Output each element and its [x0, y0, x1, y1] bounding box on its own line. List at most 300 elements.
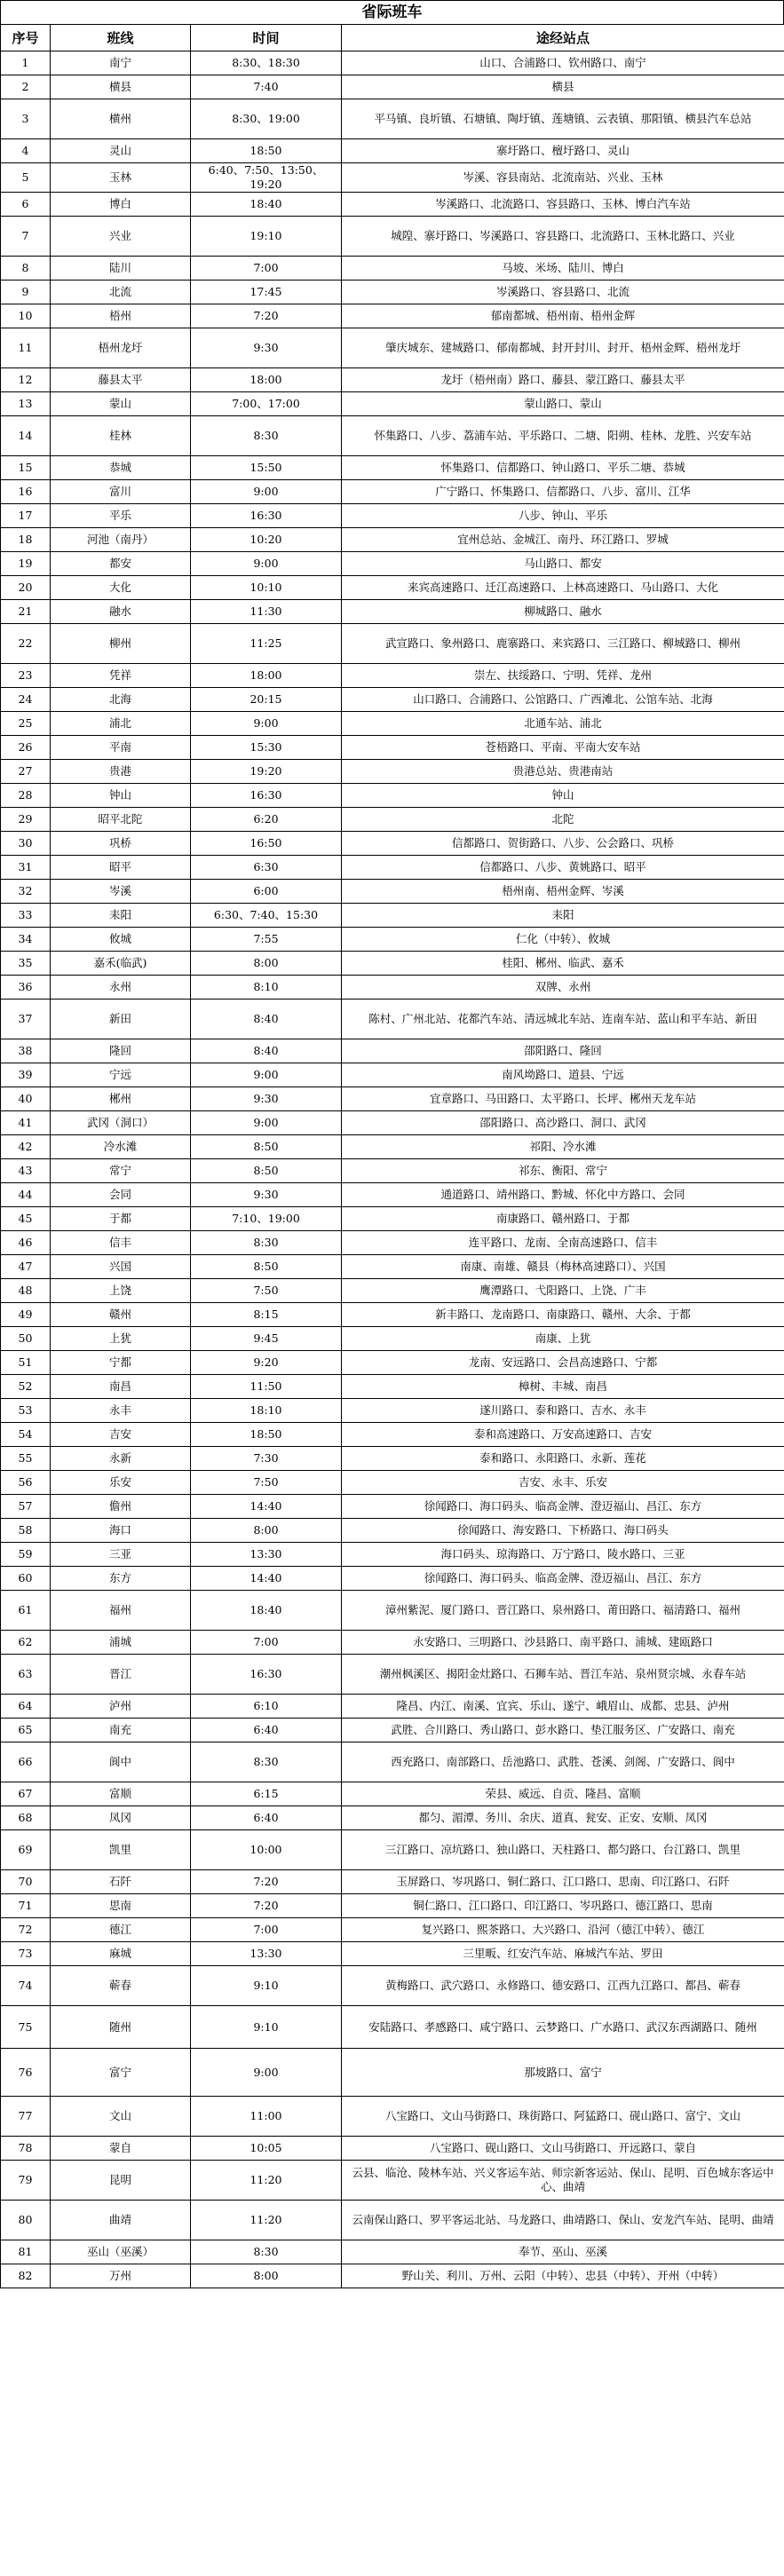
table-row	[1, 304, 784, 328]
row-number: 6	[1, 193, 51, 217]
row-number: 24	[1, 688, 51, 712]
row-stops: 泰和路口、永阳路口、永新、莲花	[342, 1447, 784, 1471]
row-stops: 龙圩（梧州南）路口、藤县、蒙江路口、藤县太平	[342, 368, 784, 392]
table-row	[1, 1719, 784, 1742]
row-line: 昆明	[51, 2161, 191, 2201]
table-row	[1, 281, 784, 304]
table-row	[1, 1159, 784, 1183]
row-time: 8:10	[191, 976, 342, 1000]
row-line: 海口	[51, 1519, 191, 1543]
row-stops: 祁阳、冷水滩	[342, 1135, 784, 1159]
row-time: 9:30	[191, 328, 342, 368]
row-line: 石阡	[51, 1870, 191, 1894]
row-number: 29	[1, 808, 51, 832]
row-number: 51	[1, 1351, 51, 1375]
table-row	[1, 1447, 784, 1471]
table-row	[1, 1806, 784, 1830]
row-number: 73	[1, 1942, 51, 1966]
row-number: 76	[1, 2049, 51, 2097]
row-line: 蒙山	[51, 392, 191, 416]
row-time: 7:30	[191, 1447, 342, 1471]
row-line: 北海	[51, 688, 191, 712]
row-stops: 柳城路口、融水	[342, 600, 784, 624]
row-line: 常宁	[51, 1159, 191, 1183]
row-time: 16:30	[191, 784, 342, 808]
row-line: 于都	[51, 1207, 191, 1231]
row-stops: 仁化（中转）、攸城	[342, 928, 784, 952]
row-time: 10:10	[191, 576, 342, 600]
row-time: 7:55	[191, 928, 342, 952]
row-line: 浦北	[51, 712, 191, 736]
row-number: 65	[1, 1719, 51, 1742]
row-time: 16:30	[191, 504, 342, 528]
row-stops: 肇庆城东、建城路口、郁南都城、封开封川、封开、梧州金辉、梧州龙圩	[342, 328, 784, 368]
table-row	[1, 328, 784, 368]
row-stops: 怀集路口、信都路口、钟山路口、平乐二塘、恭城	[342, 456, 784, 480]
row-time: 11:20	[191, 2161, 342, 2201]
row-line: 岑溪	[51, 880, 191, 904]
row-number: 81	[1, 2240, 51, 2264]
row-line: 大化	[51, 576, 191, 600]
table-row	[1, 1543, 784, 1567]
table-row	[1, 832, 784, 856]
row-stops: 寨圩路口、檀圩路口、灵山	[342, 139, 784, 163]
row-number: 35	[1, 952, 51, 976]
row-line: 南昌	[51, 1375, 191, 1399]
row-time: 7:50	[191, 1471, 342, 1495]
row-number: 45	[1, 1207, 51, 1231]
row-stops: 郁南都城、梧州南、梧州金辉	[342, 304, 784, 328]
row-number: 46	[1, 1231, 51, 1255]
row-line: 上犹	[51, 1327, 191, 1351]
row-number: 62	[1, 1631, 51, 1655]
row-time: 18:00	[191, 368, 342, 392]
row-stops: 奉节、巫山、巫溪	[342, 2240, 784, 2264]
table-row	[1, 1591, 784, 1631]
row-stops: 铜仁路口、江口路口、印江路口、岑巩路口、德江路口、思南	[342, 1894, 784, 1918]
row-number: 52	[1, 1375, 51, 1399]
row-stops: 新丰路口、龙南路口、南康路口、赣州、大余、于都	[342, 1303, 784, 1327]
row-number: 31	[1, 856, 51, 880]
row-time: 9:45	[191, 1327, 342, 1351]
schedule-table	[0, 24, 784, 2288]
row-line: 恭城	[51, 456, 191, 480]
row-stops: 蒙山路口、蒙山	[342, 392, 784, 416]
row-time: 18:50	[191, 139, 342, 163]
row-time: 11:25	[191, 624, 342, 664]
row-time: 13:30	[191, 1543, 342, 1567]
row-time: 18:00	[191, 664, 342, 688]
row-line: 会同	[51, 1183, 191, 1207]
table-row	[1, 664, 784, 688]
row-line: 晋江	[51, 1655, 191, 1695]
row-stops: 鹰潭路口、弋阳路口、上饶、广丰	[342, 1279, 784, 1303]
header-no: 序号	[1, 25, 51, 51]
row-stops: 复兴路口、熙茶路口、大兴路口、沿河（德江中转）、德江	[342, 1918, 784, 1942]
row-line: 富宁	[51, 2049, 191, 2097]
table-row	[1, 1495, 784, 1519]
row-time: 9:30	[191, 1087, 342, 1111]
row-time: 9:00	[191, 2049, 342, 2097]
row-stops: 山口、合浦路口、钦州路口、南宁	[342, 51, 784, 75]
row-number: 64	[1, 1695, 51, 1719]
table-row	[1, 1135, 784, 1159]
row-time: 8:50	[191, 1255, 342, 1279]
row-stops: 野山关、利川、万州、云阳（中转）、忠县（中转）、开州（中转）	[342, 2264, 784, 2288]
row-line: 耒阳	[51, 904, 191, 928]
row-line: 都安	[51, 552, 191, 576]
row-stops: 西充路口、南部路口、岳池路口、武胜、苍溪、剑阁、广安路口、阆中	[342, 1742, 784, 1782]
row-number: 56	[1, 1471, 51, 1495]
row-stops: 北通车站、浦北	[342, 712, 784, 736]
table-row	[1, 392, 784, 416]
row-number: 40	[1, 1087, 51, 1111]
row-number: 16	[1, 480, 51, 504]
row-time: 8:40	[191, 1000, 342, 1039]
row-time: 7:40	[191, 75, 342, 99]
table-row	[1, 1255, 784, 1279]
table-row	[1, 736, 784, 760]
row-time: 9:30	[191, 1183, 342, 1207]
row-time: 7:20	[191, 304, 342, 328]
table-row	[1, 1183, 784, 1207]
table-row	[1, 624, 784, 664]
row-time: 17:45	[191, 281, 342, 304]
row-stops: 那坡路口、富宁	[342, 2049, 784, 2097]
row-line: 富川	[51, 480, 191, 504]
row-line: 凯里	[51, 1830, 191, 1870]
row-stops: 南康、上犹	[342, 1327, 784, 1351]
table-row	[1, 1231, 784, 1255]
row-stops: 龙南、安远路口、会昌高速路口、宁都	[342, 1351, 784, 1375]
table-row	[1, 1966, 784, 2006]
table-row	[1, 1375, 784, 1399]
row-line: 永州	[51, 976, 191, 1000]
table-row	[1, 51, 784, 75]
row-time: 6:30、7:40、15:30	[191, 904, 342, 928]
row-time: 19:20	[191, 760, 342, 784]
row-time: 7:00	[191, 257, 342, 281]
row-line: 新田	[51, 1000, 191, 1039]
row-line: 灵山	[51, 139, 191, 163]
row-stops: 宜州总站、金城江、南丹、环江路口、罗城	[342, 528, 784, 552]
table-row	[1, 952, 784, 976]
row-stops: 信都路口、八步、黄姚路口、昭平	[342, 856, 784, 880]
row-stops: 荣县、威远、自贡、隆昌、富顺	[342, 1782, 784, 1806]
row-line: 麻城	[51, 1942, 191, 1966]
row-number: 12	[1, 368, 51, 392]
row-time: 8:30	[191, 1742, 342, 1782]
table-row	[1, 2201, 784, 2240]
row-stops: 隆昌、内江、南溪、宜宾、乐山、遂宁、峨眉山、成都、忠县、泸州	[342, 1695, 784, 1719]
row-line: 文山	[51, 2097, 191, 2137]
row-time: 9:20	[191, 1351, 342, 1375]
row-line: 浦城	[51, 1631, 191, 1655]
table-row	[1, 504, 784, 528]
row-line: 吉安	[51, 1423, 191, 1447]
row-number: 3	[1, 99, 51, 139]
row-number: 75	[1, 2006, 51, 2049]
page-title: 省际班车	[0, 0, 784, 24]
row-number: 72	[1, 1918, 51, 1942]
row-time: 11:00	[191, 2097, 342, 2137]
row-time: 15:30	[191, 736, 342, 760]
row-stops: 岑溪路口、容县路口、北流	[342, 281, 784, 304]
row-line: 乐安	[51, 1471, 191, 1495]
row-number: 80	[1, 2201, 51, 2240]
row-number: 23	[1, 664, 51, 688]
header-line: 班线	[51, 25, 191, 51]
row-number: 47	[1, 1255, 51, 1279]
row-time: 9:00	[191, 1111, 342, 1135]
row-stops: 八步、钟山、平乐	[342, 504, 784, 528]
table-row	[1, 368, 784, 392]
row-time: 9:10	[191, 2006, 342, 2049]
row-stops: 八宝路口、砚山路口、文山马街路口、开远路口、蒙自	[342, 2137, 784, 2161]
table-row	[1, 1063, 784, 1087]
row-time: 8:50	[191, 1135, 342, 1159]
row-line: 德江	[51, 1918, 191, 1942]
row-time: 9:00	[191, 480, 342, 504]
table-row	[1, 1830, 784, 1870]
row-line: 福州	[51, 1591, 191, 1631]
table-row	[1, 2137, 784, 2161]
row-stops: 双牌、永州	[342, 976, 784, 1000]
table-row	[1, 2049, 784, 2097]
row-time: 20:15	[191, 688, 342, 712]
row-number: 57	[1, 1495, 51, 1519]
row-number: 34	[1, 928, 51, 952]
table-row	[1, 1918, 784, 1942]
row-stops: 马山路口、都安	[342, 552, 784, 576]
row-number: 60	[1, 1567, 51, 1591]
row-line: 宁远	[51, 1063, 191, 1087]
row-time: 9:10	[191, 1966, 342, 2006]
row-line: 上饶	[51, 1279, 191, 1303]
row-number: 70	[1, 1870, 51, 1894]
table-row	[1, 1039, 784, 1063]
table-header-row	[1, 25, 784, 51]
row-stops: 云南保山路口、罗平客运北站、马龙路口、曲靖路口、保山、安龙汽车站、昆明、曲靖	[342, 2201, 784, 2240]
row-number: 50	[1, 1327, 51, 1351]
row-stops: 岑溪路口、北流路口、容县路口、玉林、博白汽车站	[342, 193, 784, 217]
row-time: 13:30	[191, 1942, 342, 1966]
row-time: 9:00	[191, 712, 342, 736]
row-line: 藤县太平	[51, 368, 191, 392]
table-row	[1, 416, 784, 456]
row-number: 58	[1, 1519, 51, 1543]
row-line: 博白	[51, 193, 191, 217]
row-line: 思南	[51, 1894, 191, 1918]
row-line: 昭平北陀	[51, 808, 191, 832]
row-time: 9:00	[191, 1063, 342, 1087]
row-number: 14	[1, 416, 51, 456]
row-line: 陆川	[51, 257, 191, 281]
row-number: 5	[1, 163, 51, 193]
row-time: 7:10、19:00	[191, 1207, 342, 1231]
row-line: 平乐	[51, 504, 191, 528]
row-stops: 武宣路口、象州路口、鹿寨路口、来宾路口、三江路口、柳城路口、柳州	[342, 624, 784, 664]
row-time: 6:10	[191, 1695, 342, 1719]
row-stops: 平马镇、良圻镇、石塘镇、陶圩镇、莲塘镇、云表镇、那阳镇、横县汽车总站	[342, 99, 784, 139]
row-stops: 武胜、合川路口、秀山路口、彭水路口、垫江服务区、广安路口、南充	[342, 1719, 784, 1742]
row-number: 18	[1, 528, 51, 552]
row-time: 11:30	[191, 600, 342, 624]
row-line: 随州	[51, 2006, 191, 2049]
row-line: 巩桥	[51, 832, 191, 856]
row-stops: 来宾高速路口、迁江高速路口、上林高速路口、马山路口、大化	[342, 576, 784, 600]
row-time: 18:40	[191, 1591, 342, 1631]
row-time: 10:00	[191, 1830, 342, 1870]
row-number: 19	[1, 552, 51, 576]
row-line: 横州	[51, 99, 191, 139]
row-number: 9	[1, 281, 51, 304]
table-row	[1, 1655, 784, 1695]
row-stops: 南康路口、赣州路口、于都	[342, 1207, 784, 1231]
row-time: 7:00、17:00	[191, 392, 342, 416]
row-stops: 北陀	[342, 808, 784, 832]
row-stops: 马坡、米场、陆川、博白	[342, 257, 784, 281]
row-number: 32	[1, 880, 51, 904]
row-stops: 邵阳路口、隆回	[342, 1039, 784, 1063]
row-number: 39	[1, 1063, 51, 1087]
row-stops: 城隍、寨圩路口、岑溪路口、容县路口、北流路口、玉林北路口、兴业	[342, 217, 784, 257]
table-row	[1, 1423, 784, 1447]
row-line: 桂林	[51, 416, 191, 456]
row-time: 8:30	[191, 2240, 342, 2264]
row-stops: 贵港总站、贵港南站	[342, 760, 784, 784]
table-row	[1, 1870, 784, 1894]
row-line: 兴业	[51, 217, 191, 257]
table-row	[1, 217, 784, 257]
row-number: 59	[1, 1543, 51, 1567]
row-number: 53	[1, 1399, 51, 1423]
row-number: 26	[1, 736, 51, 760]
row-line: 三亚	[51, 1543, 191, 1567]
row-line: 北流	[51, 281, 191, 304]
row-time: 8:30	[191, 1231, 342, 1255]
row-number: 1	[1, 51, 51, 75]
row-stops: 樟树、丰城、南昌	[342, 1375, 784, 1399]
row-time: 14:40	[191, 1567, 342, 1591]
table-row	[1, 2006, 784, 2049]
row-stops: 钟山	[342, 784, 784, 808]
row-line: 贵港	[51, 760, 191, 784]
row-stops: 三江路口、凉坑路口、独山路口、天柱路口、都匀路口、台江路口、凯里	[342, 1830, 784, 1870]
table-row	[1, 712, 784, 736]
row-time: 14:40	[191, 1495, 342, 1519]
row-number: 21	[1, 600, 51, 624]
row-stops: 吉安、永丰、乐安	[342, 1471, 784, 1495]
table-row	[1, 1087, 784, 1111]
row-time: 7:50	[191, 1279, 342, 1303]
row-number: 4	[1, 139, 51, 163]
row-time: 11:50	[191, 1375, 342, 1399]
row-stops: 遂川路口、泰和路口、吉水、永丰	[342, 1399, 784, 1423]
row-line: 东方	[51, 1567, 191, 1591]
row-time: 8:30	[191, 416, 342, 456]
table-row	[1, 760, 784, 784]
row-stops: 徐闻路口、海安路口、下桥路口、海口码头	[342, 1519, 784, 1543]
row-stops: 玉屏路口、岑巩路口、铜仁路口、江口路口、思南、印江路口、石阡	[342, 1870, 784, 1894]
row-line: 昭平	[51, 856, 191, 880]
row-number: 77	[1, 2097, 51, 2137]
table-row	[1, 1327, 784, 1351]
row-stops: 三里畈、红安汽车站、麻城汽车站、罗田	[342, 1942, 784, 1966]
table-row	[1, 1303, 784, 1327]
table-row	[1, 576, 784, 600]
table-row	[1, 1399, 784, 1423]
row-time: 8:00	[191, 2264, 342, 2288]
row-stops: 漳州紫泥、厦门路口、晋江路口、泉州路口、莆田路口、福清路口、福州	[342, 1591, 784, 1631]
row-time: 18:10	[191, 1399, 342, 1423]
row-line: 攸城	[51, 928, 191, 952]
row-line: 凭祥	[51, 664, 191, 688]
table-row	[1, 808, 784, 832]
row-line: 曲靖	[51, 2201, 191, 2240]
row-number: 11	[1, 328, 51, 368]
row-stops: 云县、临沧、陵林车站、兴义客运车站、师宗新客运站、保山、昆明、百色城东客运中心、曲靖	[342, 2161, 784, 2201]
row-time: 6:40	[191, 1719, 342, 1742]
row-line: 富顺	[51, 1782, 191, 1806]
row-number: 36	[1, 976, 51, 1000]
row-line: 钟山	[51, 784, 191, 808]
row-number: 42	[1, 1135, 51, 1159]
row-stops: 南康、南雄、赣县（梅林高速路口）、兴国	[342, 1255, 784, 1279]
row-number: 7	[1, 217, 51, 257]
row-stops: 梧州南、梧州金辉、岑溪	[342, 880, 784, 904]
row-time: 6:40	[191, 1806, 342, 1830]
row-time: 6:00	[191, 880, 342, 904]
row-stops: 祁东、衡阳、常宁	[342, 1159, 784, 1183]
row-line: 嘉禾(临武)	[51, 952, 191, 976]
row-time: 11:20	[191, 2201, 342, 2240]
row-number: 67	[1, 1782, 51, 1806]
row-number: 17	[1, 504, 51, 528]
table-row	[1, 2097, 784, 2137]
row-stops: 黄梅路口、武穴路口、永修路口、德安路口、江西九江路口、都昌、蕲春	[342, 1966, 784, 2006]
row-number: 71	[1, 1894, 51, 1918]
row-time: 19:10	[191, 217, 342, 257]
row-line: 兴国	[51, 1255, 191, 1279]
row-number: 61	[1, 1591, 51, 1631]
row-number: 2	[1, 75, 51, 99]
row-number: 69	[1, 1830, 51, 1870]
table-row	[1, 528, 784, 552]
table-row	[1, 1942, 784, 1966]
table-row	[1, 1279, 784, 1303]
row-number: 13	[1, 392, 51, 416]
table-row	[1, 688, 784, 712]
table-row	[1, 856, 784, 880]
table-row	[1, 75, 784, 99]
table-row	[1, 2264, 784, 2288]
row-stops: 陈村、广州北站、花都汽车站、清远城北车站、连南车站、蓝山和平车站、新田	[342, 1000, 784, 1039]
row-number: 20	[1, 576, 51, 600]
table-row	[1, 600, 784, 624]
table-row	[1, 1207, 784, 1231]
row-line: 永丰	[51, 1399, 191, 1423]
row-time: 15:50	[191, 456, 342, 480]
table-row	[1, 456, 784, 480]
table-row	[1, 1695, 784, 1719]
row-stops: 耒阳	[342, 904, 784, 928]
row-time: 7:00	[191, 1918, 342, 1942]
row-line: 赣州	[51, 1303, 191, 1327]
row-number: 82	[1, 2264, 51, 2288]
table-row	[1, 1111, 784, 1135]
row-line: 巫山（巫溪）	[51, 2240, 191, 2264]
